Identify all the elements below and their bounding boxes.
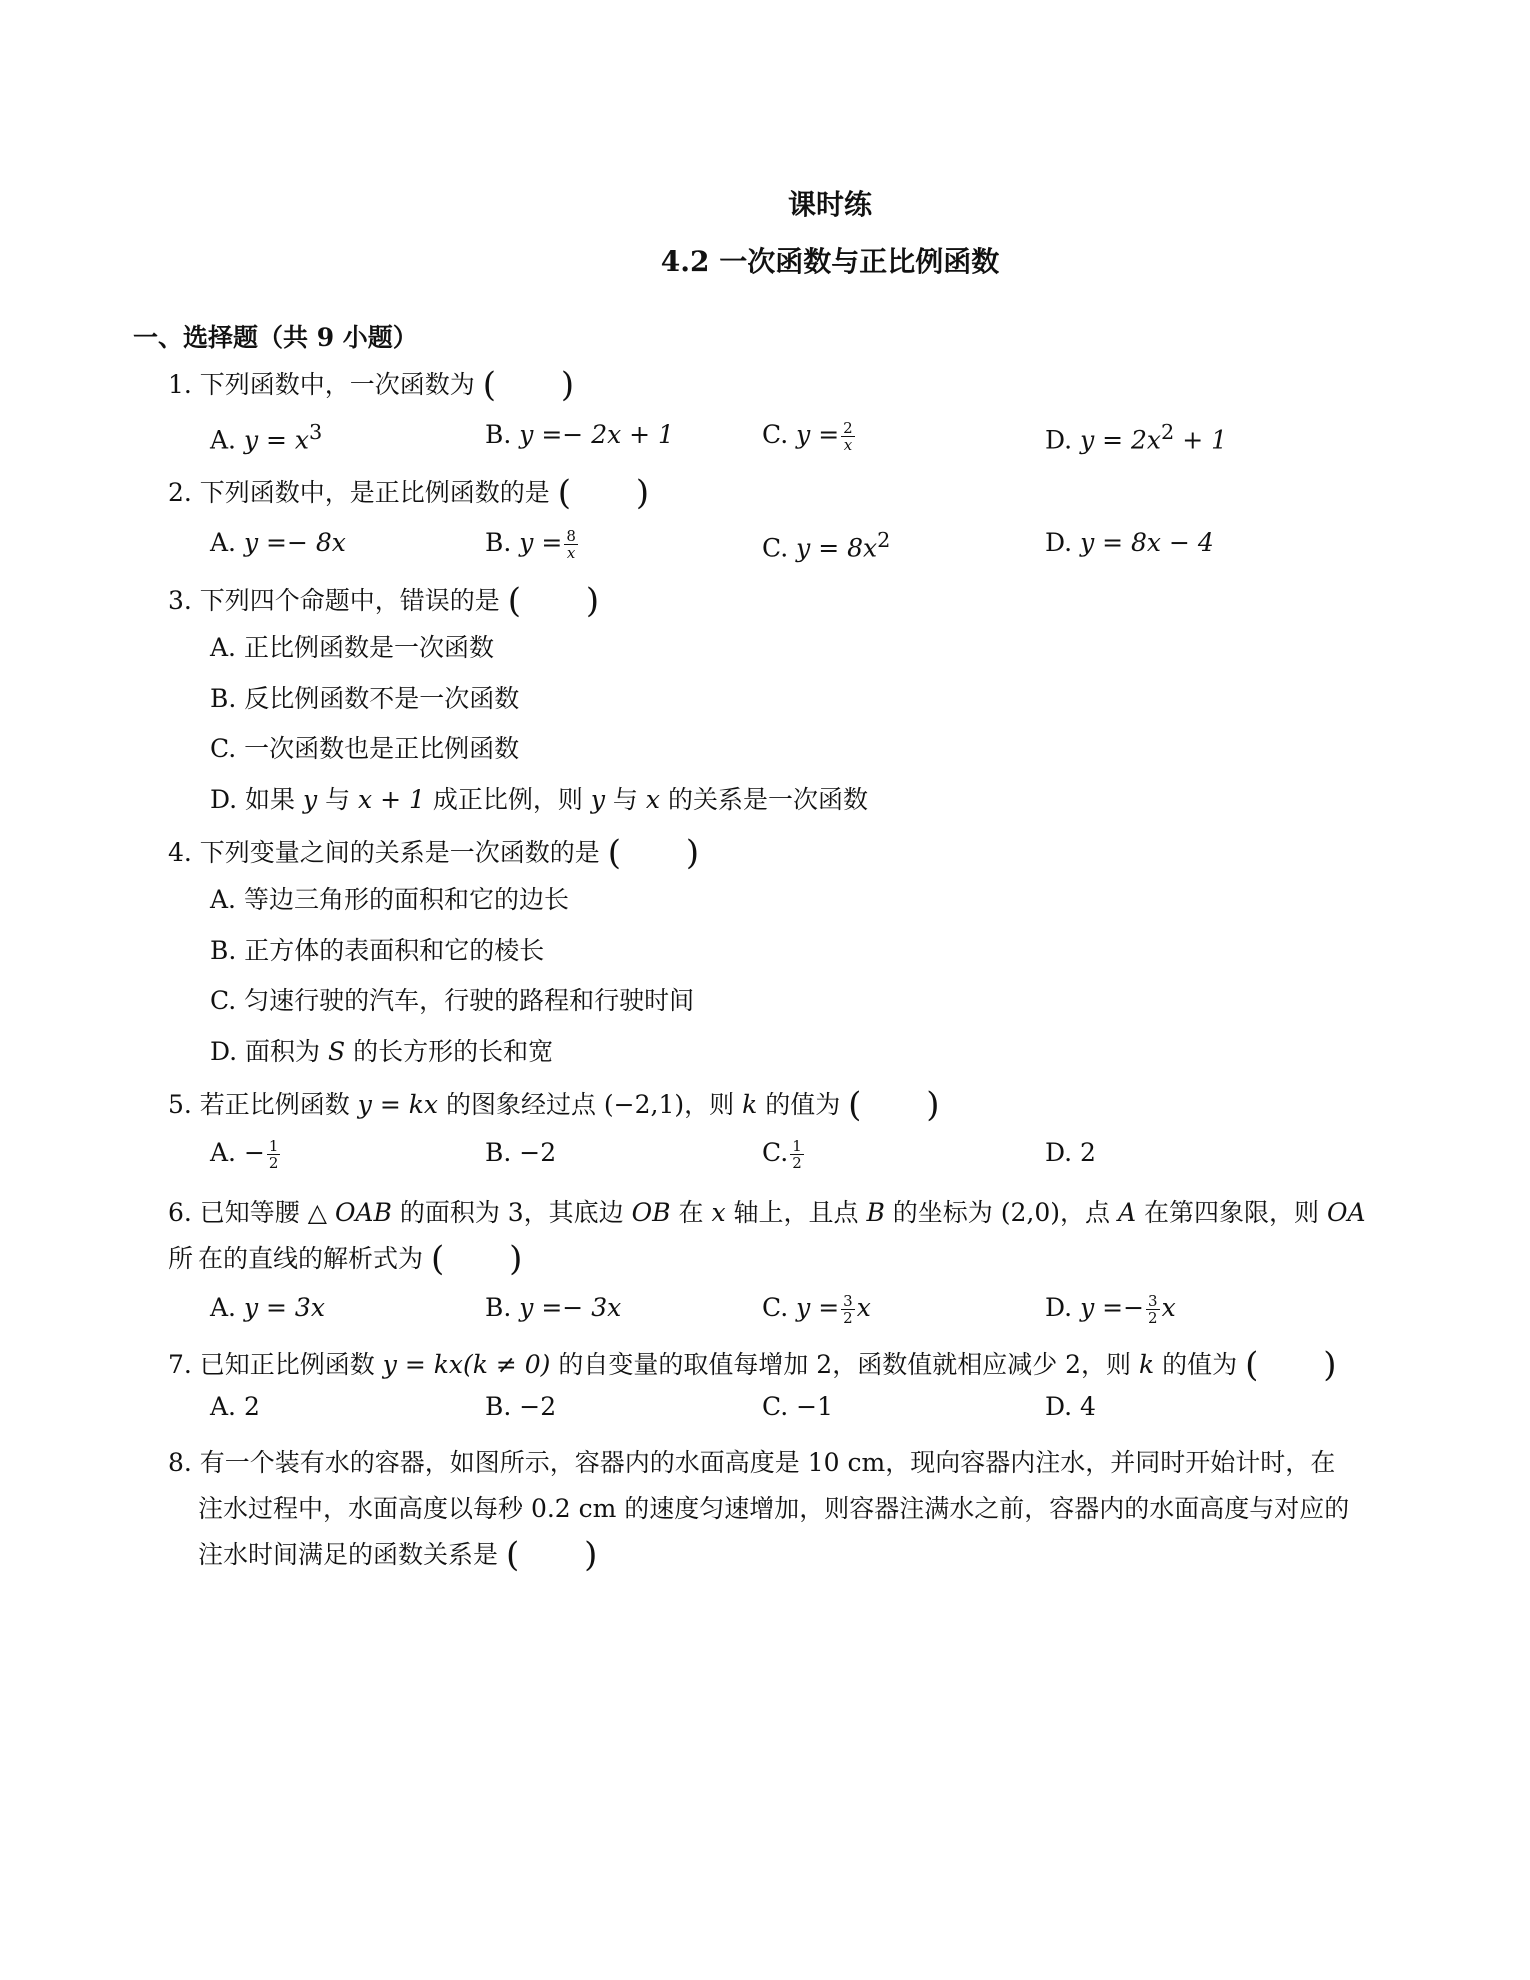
answer-blank[interactable]: ( ) [507, 581, 600, 621]
q1-option-a[interactable]: A. $y = x^3$ [210, 420, 323, 455]
q2-option-c[interactable]: C. $y = 8x^2$ [762, 528, 891, 563]
q4-option-a[interactable]: A. 等边三角形的面积和它的边长 [210, 885, 569, 914]
section-heading: 一、选择题（共 9 小题） [133, 323, 418, 352]
answer-blank[interactable]: ( ) [607, 833, 700, 873]
q1-option-c[interactable]: C. y = $\frac{2}{x}$ [762, 419, 853, 454]
question-8-line2: 注水过程中，水面高度以每秒 0.2 cm 的速度匀速增加，则容器注满水之前，容器内的水面高度与对应的 [198, 1494, 1350, 1523]
q3-option-a[interactable]: A. 正比例函数是一次函数 [210, 633, 494, 662]
question-8-line3: 注水时间满足的函数关系是 ( ) [198, 1535, 598, 1575]
question-7: 7. 已知正比例函数 y = kx(k ≠ 0) 的自变量的取值每增加 2，函数值就相应减少 2，则 k 的值为 ( ) [168, 1345, 1337, 1385]
q7-option-d[interactable]: D. 4 [1045, 1392, 1096, 1421]
q2-option-b[interactable]: B. y = $\frac{8}{x}$ [485, 527, 576, 562]
question-2 [168, 470, 1388, 516]
question-4 [168, 830, 1388, 876]
q5-option-d[interactable]: D. 2 [1045, 1138, 1096, 1167]
question-3 [168, 578, 1388, 624]
question-5: 5. 若正比例函数 y = kx 的图象经过点 (−2,1)，则 k 的值为 ( ) [168, 1085, 940, 1125]
answer-blank[interactable]: ( ) [505, 1535, 598, 1575]
q7-option-a[interactable]: A. 2 [210, 1392, 260, 1421]
question-1 [168, 362, 1388, 408]
page-title: 课时练 [787, 188, 872, 221]
q2-option-d[interactable]: D. y = 8x − 4 [1045, 528, 1214, 557]
question-8: 8. 有一个装有水的容器，如图所示，容器内的水面高度是 10 cm，现向容器内注水，并同时开始计时，在 [168, 1448, 1336, 1477]
question-2-text: 2. 下列函数中，是正比例函数的是 [168, 478, 550, 507]
q3-option-c[interactable]: C. 一次函数也是正比例函数 [210, 734, 520, 763]
q5-option-b[interactable]: B. −2 [485, 1138, 557, 1167]
q2-option-a[interactable]: A. y =− 8x [210, 528, 346, 557]
question-1-text: 1. 下列函数中，一次函数为 [168, 370, 475, 399]
q4-option-c[interactable]: C. 匀速行驶的汽车，行驶的路程和行驶时间 [210, 986, 695, 1015]
q3-option-d[interactable]: D. 如果 y 与 x + 1 成正比例，则 y 与 x 的关系是一次函数 [210, 785, 868, 814]
answer-blank[interactable]: ( ) [557, 473, 650, 513]
q4-option-d[interactable]: D. 面积为 S 的长方形的长和宽 [210, 1037, 554, 1066]
q4-option-b[interactable]: B. 正方体的表面积和它的棱长 [210, 936, 545, 965]
question-6: 6. 已知等腰 △ OAB 的面积为 3，其底边 OB 在 x 轴上，且点 B 的坐标为 (2,0)，点 A 在第四象限，则 OA 所 [168, 1198, 1366, 1273]
q7-option-b[interactable]: B. −2 [485, 1392, 557, 1421]
q7-option-c[interactable]: C. −1 [762, 1392, 833, 1421]
q5-option-a[interactable]: A. − $\frac{1}{2}$ [210, 1137, 279, 1172]
answer-blank[interactable]: ( ) [848, 1085, 940, 1125]
q1-option-d[interactable]: D. $y = 2x^2 + 1$ [1045, 420, 1228, 455]
q6-option-b[interactable]: B. y =− 3x [485, 1293, 622, 1322]
question-6-line2: 在的直线的解析式为 ( ) [198, 1239, 523, 1279]
question-4-text: 4. 下列变量之间的关系是一次函数的是 [168, 838, 600, 867]
answer-blank[interactable]: ( ) [482, 365, 575, 405]
q5-option-c[interactable]: C. $\frac{1}{2}$ [762, 1137, 802, 1172]
q1-option-b[interactable]: B. y =− 2x + 1 [485, 420, 674, 449]
q6-option-a[interactable]: A. y = 3x [210, 1293, 325, 1322]
answer-blank[interactable]: ( ) [1245, 1345, 1337, 1385]
q6-option-c[interactable]: C. y = $\frac{3}{2}$ x [762, 1292, 871, 1327]
answer-blank[interactable]: ( ) [430, 1239, 523, 1279]
question-3-text: 3. 下列四个命题中，错误的是 [168, 586, 500, 615]
page-subtitle: 4.2 一次函数与正比例函数 [660, 245, 1000, 278]
q6-option-d[interactable]: D. y =− $\frac{3}{2}$ x [1045, 1292, 1176, 1327]
q3-option-b[interactable]: B. 反比例函数不是一次函数 [210, 684, 520, 713]
